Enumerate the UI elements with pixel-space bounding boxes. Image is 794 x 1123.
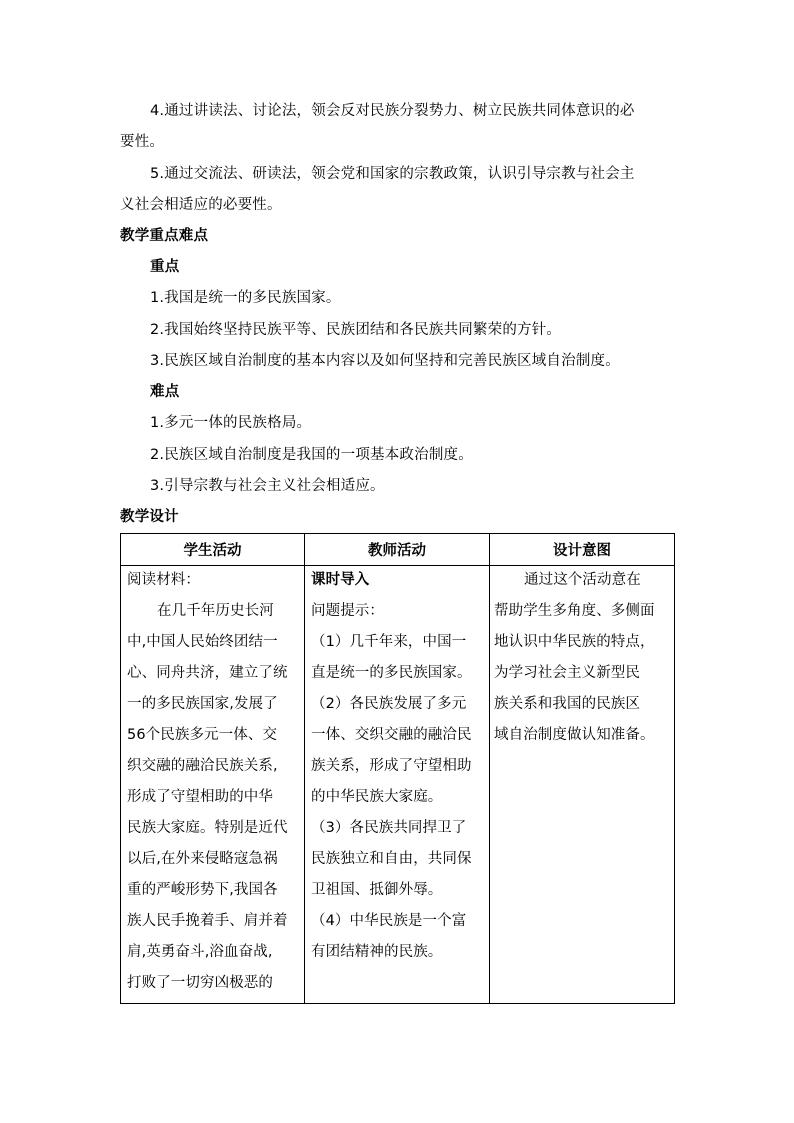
teacher-line: 问题提示：	[311, 603, 384, 619]
difficulty-item-1: 1.多元一体的民族格局。	[150, 415, 312, 431]
table-header-row	[121, 534, 675, 566]
objective-4-line-2: 要性。	[120, 134, 165, 150]
section-heading-key-points: 教学重点难点	[120, 228, 209, 244]
teacher-line: （1）几千年来，中国一	[311, 634, 467, 650]
focus-item-1: 1.我国是统一的多民族国家。	[150, 290, 341, 306]
intent-line: 域自治制度做认知准备。	[494, 727, 655, 743]
focus-item-3: 3.民族区域自治制度的基本内容以及如何坚持和完善民族区域自治制度。	[150, 353, 620, 369]
student-line: 中,中国人民始终团结一	[127, 634, 278, 650]
design-intent-cell	[490, 566, 675, 1004]
student-line: 56个民族多元一体、交	[127, 727, 278, 743]
student-line: 心、同舟共济，建立了统	[127, 665, 288, 681]
focus-label: 重点	[150, 259, 180, 275]
teacher-line: （3）各民族共同捍卫了	[311, 820, 467, 836]
teacher-line: 的中华民族大家庭。	[311, 789, 443, 805]
objective-4-line-1: 4.通过讲读法、讨论法，领会反对民族分裂势力、树立民族共同体意识的必	[150, 103, 635, 119]
student-line: 以后,在外来侵略寇急祸	[127, 851, 278, 867]
teacher-line: 直是统一的多民族国家。	[311, 665, 472, 681]
header-student-activity: 学生活动	[121, 534, 305, 566]
teacher-section-title: 课时导入	[311, 572, 370, 588]
section-heading-teaching-design: 教学设计	[120, 509, 179, 525]
teacher-line: 一体、交织交融的融洽民	[311, 727, 472, 743]
header-teacher-activity: 教师活动	[305, 534, 490, 566]
teacher-line: 卫祖国、抵御外辱。	[311, 882, 443, 898]
student-activity-cell	[121, 566, 305, 1004]
student-line: 民族大家庭。特别是近代	[127, 820, 288, 836]
intent-line: 为学习社会主义新型民	[494, 665, 640, 681]
student-line: 族人民手挽着手、肩并着	[127, 913, 288, 929]
teacher-line: 族关系，形成了守望相助	[311, 758, 472, 774]
intent-line: 地认识中华民族的特点，	[494, 634, 655, 650]
teacher-line: 民族独立和自由，共同保	[311, 851, 472, 867]
intent-line: 帮助学生多角度、多侧面	[494, 603, 655, 619]
student-line: 重的严峻形势下,我国各	[127, 882, 278, 898]
student-line: 在几千年历史长河	[157, 603, 274, 619]
intent-line: 族关系和我国的民族区	[494, 696, 640, 712]
difficulty-item-2: 2.民族区域自治制度是我国的一项基本政治制度。	[150, 447, 473, 463]
student-line: 肩,英勇奋斗,浴血奋战,	[127, 944, 273, 960]
student-line: 一的多民族国家,发展了	[127, 696, 278, 712]
teacher-activity-cell	[305, 566, 490, 1004]
teaching-design-table	[120, 533, 675, 1004]
focus-item-2: 2.我国始终坚持民族平等、民族团结和各民族共同繁荣的方针。	[150, 322, 562, 338]
teacher-line: （2）各民族发展了多元	[311, 696, 467, 712]
student-line: 形成了守望相助的中华	[127, 789, 273, 805]
table-row	[121, 566, 675, 1004]
teacher-line: （4）中华民族是一个富	[311, 913, 467, 929]
objective-5-line-1: 5.通过交流法、研读法，领会党和国家的宗教政策，认识引导宗教与社会主	[150, 166, 635, 182]
student-line: 织交融的融洽民族关系,	[127, 758, 278, 774]
header-design-intent: 设计意图	[490, 534, 675, 566]
teacher-line: 有团结精神的民族。	[311, 944, 443, 960]
difficulty-label: 难点	[150, 384, 180, 400]
objective-5-line-2: 义社会相适应的必要性。	[120, 197, 282, 213]
difficulty-item-3: 3.引导宗教与社会主义社会相适应。	[150, 478, 385, 494]
student-line: 打败了一切穷凶极恶的	[127, 975, 273, 991]
intent-line: 通过这个活动意在	[524, 572, 641, 588]
student-line: 阅读材料：	[127, 572, 200, 588]
